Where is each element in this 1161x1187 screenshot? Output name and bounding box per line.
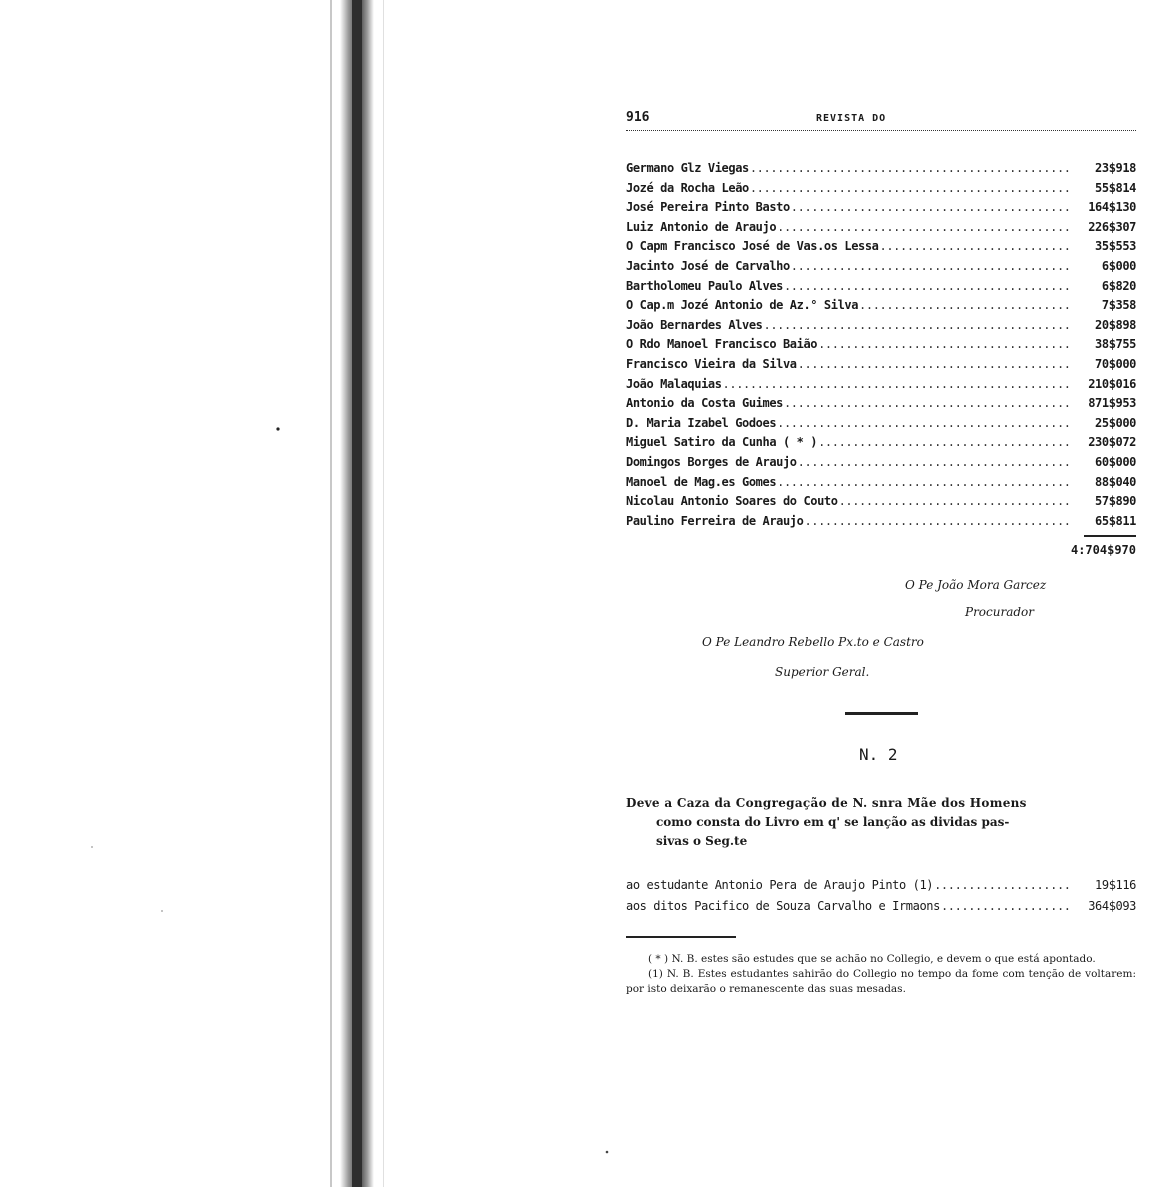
ledger-name: O Rdo Manoel Francisco Baião xyxy=(626,337,818,352)
leader-dots xyxy=(934,878,1070,892)
leader-dots xyxy=(798,357,1070,371)
leader-dots xyxy=(750,181,1070,195)
ledger-name: Francisco Vieira da Silva xyxy=(626,356,797,371)
leader-dots xyxy=(798,455,1070,469)
ledger-row xyxy=(626,357,1136,377)
ledger-amount: 164$130 xyxy=(1088,200,1136,215)
ledger-name: João Bernardes Alves xyxy=(626,317,763,332)
leader-dots xyxy=(764,318,1071,332)
ledger-name: Nicolau Antonio Soares do Couto xyxy=(626,494,838,509)
ledger-amount: 35$553 xyxy=(1095,239,1136,254)
ledger-amount: 23$918 xyxy=(1095,161,1136,175)
ledger-row xyxy=(626,181,1136,201)
page-number: 916 xyxy=(626,110,650,125)
sum-rule xyxy=(1084,535,1136,537)
ledger-name: José Pereira Pinto Basto xyxy=(626,200,790,215)
leader-dots xyxy=(941,899,1070,913)
footnote: ( * ) N. B. estes são estudes que se achão no Collegio, e devem o que está apontado. xyxy=(648,953,1096,965)
ledger-amount: 25$000 xyxy=(1095,415,1136,430)
ledger-row xyxy=(626,435,1136,455)
leader-dots xyxy=(859,298,1070,312)
ledger-row xyxy=(626,377,1136,397)
ledger-row xyxy=(626,878,1136,899)
footnote-rule xyxy=(626,936,736,938)
ledger-amount: 6$000 xyxy=(1101,258,1136,273)
debtor-ledger xyxy=(626,161,1136,557)
ledger-amount: 38$755 xyxy=(1095,337,1136,352)
leader-dots xyxy=(777,416,1070,430)
ledger-row xyxy=(626,200,1136,220)
procurador-title: Procurador xyxy=(965,605,1035,619)
ledger-name: D. Maria Izabel Godoes xyxy=(626,415,777,430)
ledger-name: Miguel Satiro da Cunha ( * ) xyxy=(626,435,818,450)
document-page xyxy=(626,108,1136,557)
ledger-row xyxy=(626,475,1136,495)
ledger-row xyxy=(626,259,1136,279)
ledger-name: Domingos Borges de Araujo xyxy=(626,454,797,469)
ledger-amount: 55$814 xyxy=(1095,180,1136,195)
ledger-amount: 20$898 xyxy=(1095,317,1136,332)
ledger-name: O Cap.m Jozé Antonio de Az.° Silva xyxy=(626,298,859,313)
ledger-amount: 226$307 xyxy=(1088,219,1136,234)
running-title: REVISTA DO xyxy=(816,113,887,124)
ledger-name: Luiz Antonio de Araujo xyxy=(626,219,777,234)
ledger-amount: 65$811 xyxy=(1095,513,1136,528)
ledger-row xyxy=(626,220,1136,240)
ledger-name: Jozé da Rocha Leão xyxy=(626,180,749,195)
footnote: (1) N. B. Estes estudantes sahirão do Collegio no tempo da fome com tenção de voltarem: por isto deixarão o remanescente das suas mesadas. xyxy=(626,968,1136,995)
ledger-name: aos ditos Pacifico de Souza Carvalho e Irmaons xyxy=(626,899,940,913)
leader-dots xyxy=(723,377,1070,391)
ledger-amount: 210$016 xyxy=(1088,376,1136,391)
leader-dots xyxy=(777,220,1070,234)
ledger-row xyxy=(626,455,1136,475)
ledger-name: ao estudante Antonio Pera de Araujo Pinto (1) xyxy=(626,878,934,892)
ledger-amount: 230$072 xyxy=(1088,435,1136,450)
ledger-row xyxy=(626,899,1136,920)
leader-dots xyxy=(791,200,1070,214)
ledger-amount: 88$040 xyxy=(1095,474,1136,489)
leader-dots xyxy=(804,514,1070,528)
leader-dots xyxy=(777,475,1070,489)
heading-line: como consta do Livro em q' se lanção as dividas pas- xyxy=(656,815,1010,829)
section-number: N. 2 xyxy=(859,745,898,764)
ledger-name: Manoel de Mag.es Gomes xyxy=(626,474,777,489)
ledger-amount: 57$890 xyxy=(1095,494,1136,509)
leader-dots xyxy=(750,161,1070,175)
ledger-total: 4:704$970 xyxy=(1070,543,1136,558)
ledger-amount: 60$000 xyxy=(1095,454,1136,469)
heading-line: Deve a Caza da Congregação de N. snra Mãe dos Homens xyxy=(626,796,1027,810)
leader-dots xyxy=(818,435,1070,449)
superior-signature: O Pe Leandro Rebello Px.to e Castro xyxy=(702,635,924,649)
ledger-row xyxy=(626,298,1136,318)
footnotes xyxy=(626,952,1136,997)
leader-dots xyxy=(791,259,1070,273)
ledger-row xyxy=(626,318,1136,338)
section-divider xyxy=(845,712,918,715)
page-header xyxy=(626,108,1136,131)
ledger-row xyxy=(626,279,1136,299)
ledger-name: O Capm Francisco José de Vas.os Lessa xyxy=(626,239,879,254)
ledger-row xyxy=(626,161,1136,181)
ledger-row xyxy=(626,396,1136,416)
ledger-amount: 19$116 xyxy=(1095,878,1136,892)
leader-dots xyxy=(784,396,1070,410)
ledger-amount: 871$953 xyxy=(1088,396,1136,411)
ledger-amount: 364$093 xyxy=(1088,899,1136,913)
ledger-row xyxy=(626,337,1136,357)
ledger-amount: 7$358 xyxy=(1101,298,1136,313)
ledger-row xyxy=(626,514,1136,534)
section-heading xyxy=(626,794,1136,851)
ledger-name: João Malaquias xyxy=(626,376,722,391)
ledger-row xyxy=(626,239,1136,259)
ledger-row xyxy=(626,416,1136,436)
heading-line: sivas o Seg.te xyxy=(656,834,748,848)
ledger-row xyxy=(626,494,1136,514)
procurador-signature: O Pe João Mora Garcez xyxy=(905,578,1047,592)
ledger-amount: 6$820 xyxy=(1101,278,1136,293)
leader-dots xyxy=(818,337,1070,351)
ledger-amount: 70$000 xyxy=(1095,356,1136,371)
ledger-name: Jacinto José de Carvalho xyxy=(626,258,790,273)
leader-dots xyxy=(784,279,1070,293)
ledger-name: Antonio da Costa Guimes xyxy=(626,396,783,411)
superior-title: Superior Geral. xyxy=(775,665,870,679)
leader-dots xyxy=(839,494,1070,508)
ledger-name: Paulino Ferreira de Araujo xyxy=(626,513,804,528)
leader-dots xyxy=(880,239,1070,253)
passive-debts-ledger xyxy=(626,878,1136,920)
ledger-name: Germano Glz Viegas xyxy=(626,161,749,175)
ledger-name: Bartholomeu Paulo Alves xyxy=(626,278,783,293)
